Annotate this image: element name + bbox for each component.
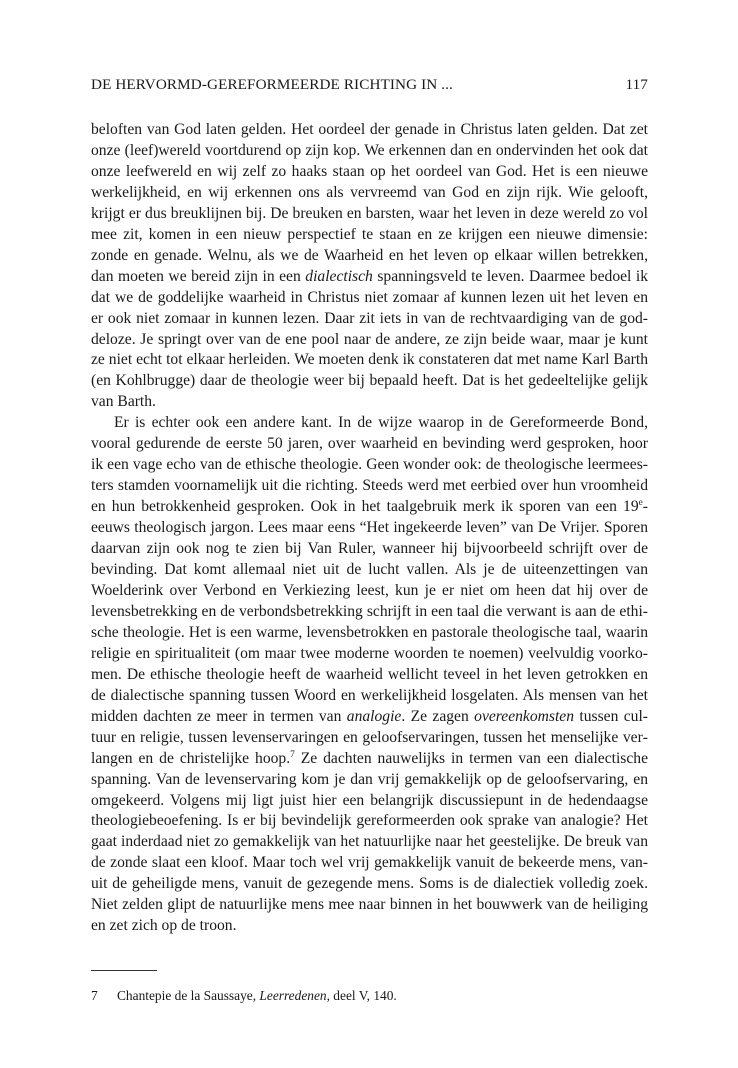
paragraph-2	[91, 413, 648, 937]
emphasis-dialectisch: dialectisch	[305, 267, 373, 285]
footnote-number: 7	[91, 988, 98, 1003]
century-superscript: e	[638, 497, 643, 508]
body-text	[91, 120, 648, 937]
paragraph-2-text-e: Ze dachten nauwelijks in termen van een dialectische spanning. Van de levenservaring kom je dan vrij gemakkelijk op de geloofservaring, en omgekeerd. Volgens mij ligt juist hier een belangrijk discussiepunt in de hedendaagse theologiebeoefening. Is er bij bevindelijk gereformeerden ook sprake van analogie? Het gaat inderdaad niet zo gemakkelijk van het natuurlijke naar het geestelijke. De breuk van de zonde slaat een kloof. Maar toch wel vrij gemakkelijk vanuit de bekeerde mens, vanuit de geheiligde mens, vanuit de gezegende mens. Soms is de dialectiek volledig zoek. Niet zelden glipt de natuurlijke mens mee naar binnen in het bouwwerk van de heiliging en zet zich op de troon.	[91, 749, 648, 935]
page-number: 117	[625, 76, 648, 93]
paragraph-1-text-b: spanningsveld te leven. Daarmee bedoel ik dat we de goddelijke waarheid in Christus niet zomaar af kunnen lezen uit het leven en er ook niet zomaar in kunnen lezen. Daar zit iets in van de rechtvaardiging van de goddeloze. Je springt over van de ene pool naar de andere, ze zijn beide waar, maar je kunt ze niet echt tot elkaar herleiden. We moeten denk ik constateren dat met name Karl Barth (en Kohlbrugge) daar de theologie weer bij bepaald heeft. Dat is het gedeeltelijke gelijk van Barth.	[91, 267, 649, 411]
paragraph-1	[91, 120, 648, 413]
footnote-text-b: , deel V, 140.	[326, 988, 397, 1003]
paragraph-2-text-d: tussen cultuur en religie, tussen levenservaringen en geloofservaringen, tussen het menselijke verlangen en de christelijke hoop.	[91, 707, 648, 767]
footnote-separator	[91, 970, 157, 971]
emphasis-analogie: analogie	[346, 707, 402, 725]
footnote-text-a: Chantepie de la Saussaye,	[117, 988, 260, 1003]
running-header	[91, 76, 648, 94]
emphasis-overeenkomsten: overeenkomsten	[474, 707, 575, 725]
footnote-title: Leerredenen	[259, 988, 327, 1003]
paragraph-2-text-b: -eeuws theologisch jargon. Lees maar eens “Het ingekeerde leven” van De Vrijer. Sporen daarvan zijn ook nog te zien bij Van Ruler, wanneer hij bijvoorbeeld schrijft over de bevinding. Dat komt allemaal niet uit de lucht vallen. Als je de uiteenzettingen van Woelderink over Verbond en Verkiezing leest, kun je er niet om heen dat hij over de levensbetrekking en de verbondsbetrekking schrijft in een taal die verwant is aan de ethische theologie. Het is een warme, levensbetrokken en pastorale theologische taal, waarin religie en spiritualiteit (om maar twee moderne woorden te noemen) veelvuldig voorkomen. De ethische theologie heeft de waarheid wellicht teveel in het leven getrokken en de dialectische spanning tussen Woord en werkelijkheid losgelaten. Als mensen van het midden dachten ze meer in termen van	[91, 498, 648, 725]
paragraph-1-text-a: beloften van God laten gelden. Het oordeel der genade in Christus laten gelden. Dat zet onze (leef)wereld voortdurend op zijn kop. We erkennen dan en ondervinden het ook dat onze leefwereld en wij zelf zo haaks staan op het oordeel van God. Het is een nieuwe werkelijkheid, en wij erkennen ons als vervreemd van God en zijn rijk. Wie gelooft, krijgt er dus breuklijnen bij. De breuken en barsten, waar het leven in deze wereld zo vol mee zit, komen in een nieuw perspectief te staan en ze krijgen een nieuwe dimensie: zonde en genade. Welnu, als we de Waarheid en het leven op elkaar willen betrekken, dan moeten we bereid zijn in een	[91, 121, 648, 285]
footnote	[91, 987, 648, 1005]
footnote-reference[interactable]: 7	[290, 749, 295, 760]
running-title: DE HERVORMD-GEREFORMEERDE RICHTING IN ...	[91, 76, 453, 93]
paragraph-2-text-c: . Ze zagen	[401, 707, 475, 725]
century-ordinal	[623, 498, 643, 515]
century-number: 19	[623, 498, 639, 516]
paragraph-2-text-a: Er is echter ook een andere kant. In de wijze waarop in de Gereformeerde Bond, vooral gedurende de eerste 50 jaren, over waarheid en bevinding werd gesproken, hoor ik een vage echo van de ethische theologie. Geen wonder ook: de theologische leermeesters stamden voornamelijk uit die richting. Steeds werd met eerbied over hun vroomheid en hun betrokkenheid gesproken. Ook in het taalgebruik merk ik sporen van een	[91, 414, 648, 516]
